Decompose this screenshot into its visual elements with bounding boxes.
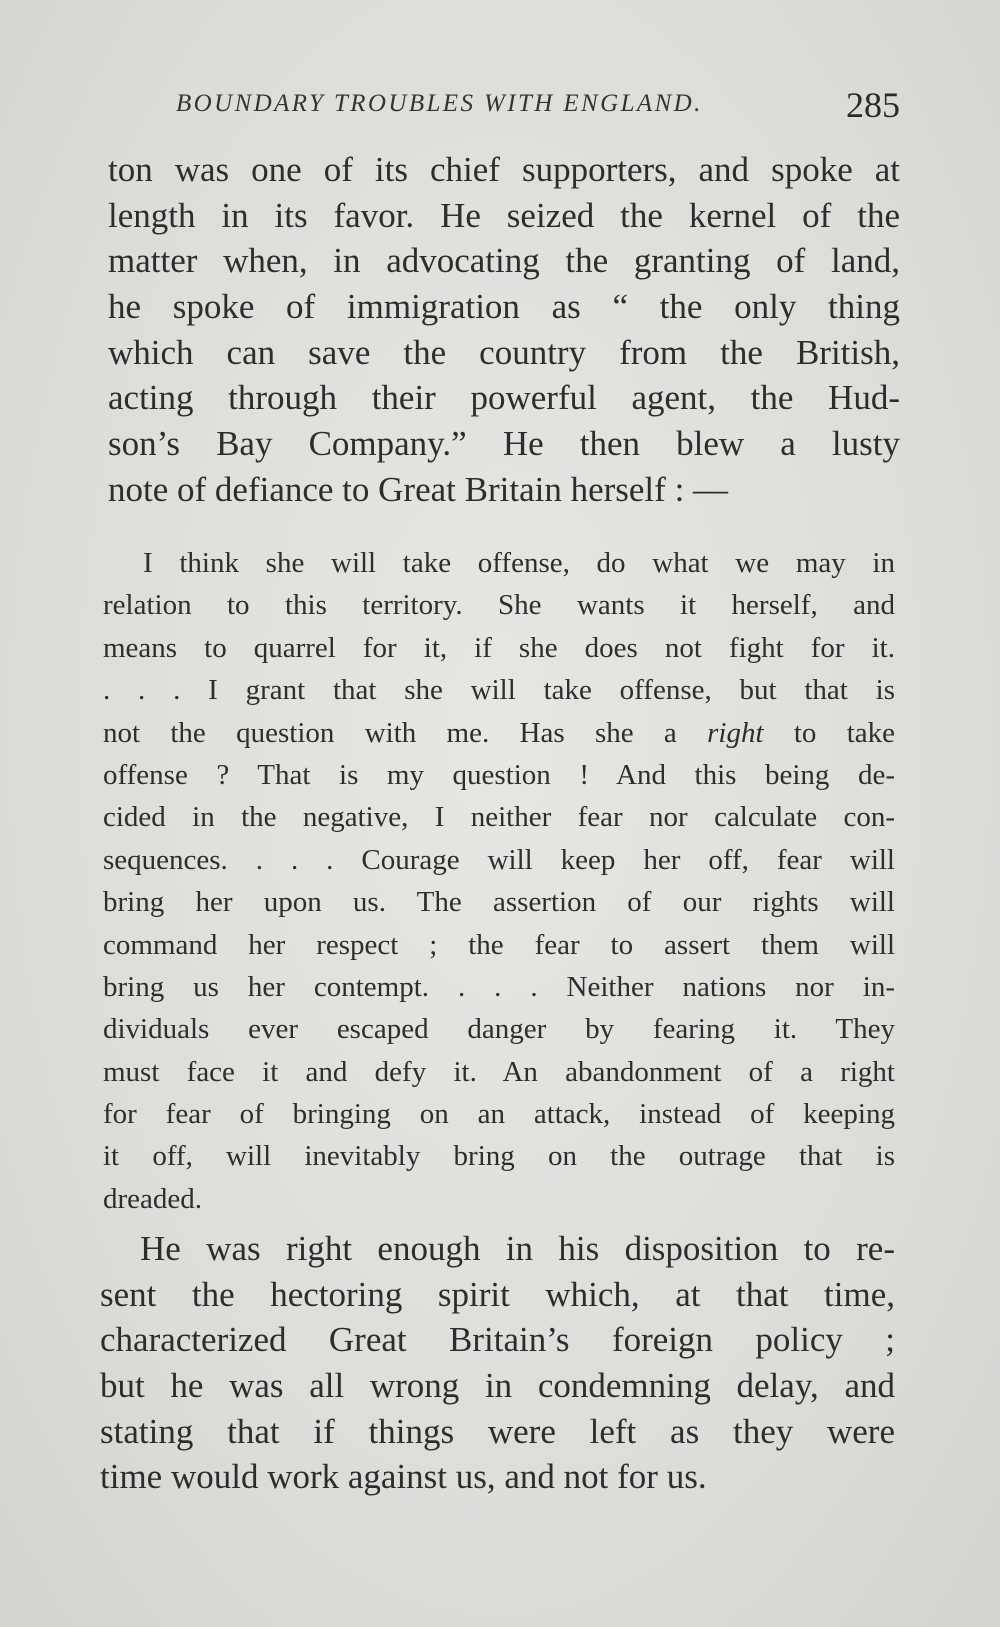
text-line: sent the hectoring spirit which, at that time, <box>100 1274 895 1314</box>
text-line: He was right enough in his disposition to re- <box>140 1229 895 1268</box>
paragraph-1 <box>108 147 900 513</box>
text-line: but he was all wrong in condemning delay, and <box>100 1366 895 1406</box>
quote-line: for fear of bringing on an attack, instead of keeping <box>103 1098 895 1131</box>
quote-line: means to quarrel for it, if she does not fight for it. <box>103 631 895 664</box>
text-line: stating that if things were left as they were <box>100 1411 895 1451</box>
quote-line: I think she will take offense, do what we may in <box>143 547 895 579</box>
quote-line: relation to this territory. She wants it herself, and <box>103 589 895 622</box>
quote-text: to take <box>763 716 896 749</box>
text-line: time would work against us, and not for us. <box>100 1457 707 1497</box>
text-line: which can save the country from the British, <box>108 332 900 372</box>
page-number: 285 <box>846 85 900 125</box>
text-line: matter when, in advocating the granting of land, <box>108 241 900 281</box>
quote-line: . . . I grant that she will take offense, but that is <box>103 674 895 707</box>
quote-line: dreaded. <box>103 1182 203 1215</box>
italic-emphasis: right <box>707 716 764 749</box>
quote-line: bring her upon us. The assertion of our rights will <box>103 886 895 919</box>
quote-line: command her respect ; the fear to assert them will <box>103 928 895 961</box>
running-title: BOUNDARY TROUBLES WITH ENGLAND. <box>176 90 703 117</box>
quote-line: it off, will inevitably bring on the outrage that is <box>103 1140 895 1173</box>
quote-line: dividuals ever escaped danger by fearing it. They <box>103 1013 895 1046</box>
text-line: characterized Great Britain’s foreign policy ; <box>100 1320 895 1360</box>
quote-line: must face it and defy it. An abandonment of a right <box>103 1055 895 1088</box>
running-head <box>176 84 900 124</box>
text-line: he spoke of immigration as “ the only thing <box>108 287 900 327</box>
text-line: ton was one of its chief supporters, and spoke at <box>108 150 900 189</box>
quote-line: sequences. . . . Courage will keep her off, fear will <box>103 843 895 876</box>
quote-line <box>103 712 895 754</box>
block-quote <box>103 542 895 1220</box>
quote-line: offense ? That is my question ! And this being de- <box>103 758 895 791</box>
text-line: acting through their powerful agent, the Hud- <box>108 378 900 418</box>
text-line: note of defiance to Great Britain herself : — <box>108 469 729 509</box>
quote-line: cided in the negative, I neither fear nor calculate con- <box>103 801 895 834</box>
paragraph-2 <box>100 1226 895 1500</box>
text-line: son’s Bay Company.” He then blew a lusty <box>108 424 900 464</box>
text-line: length in its favor. He seized the kernel of the <box>108 195 900 235</box>
quote-text: not the question with me. Has she a <box>103 716 708 749</box>
quote-line: bring us her contempt. . . . Neither nations nor in- <box>103 970 895 1003</box>
